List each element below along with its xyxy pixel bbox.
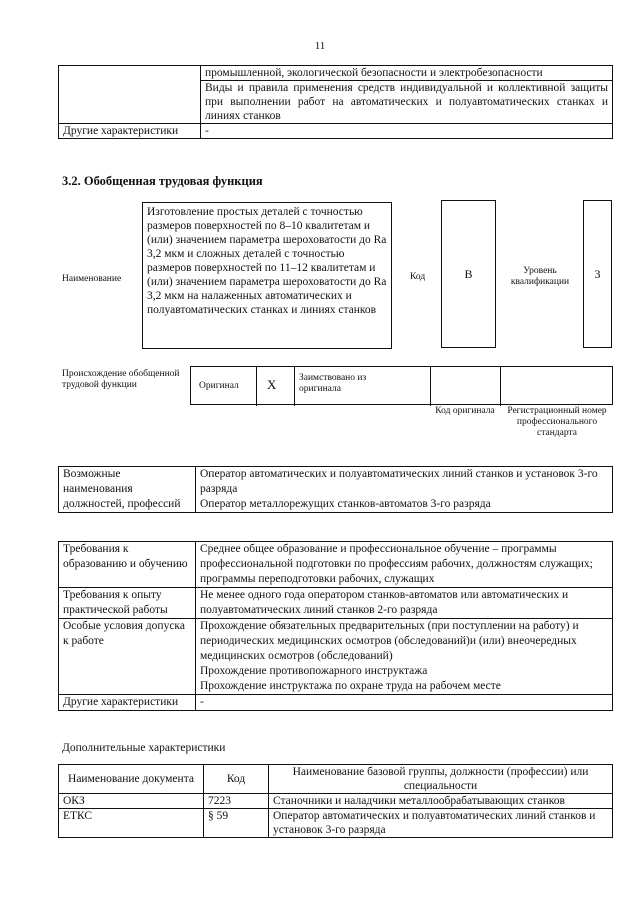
table-row [59, 66, 613, 81]
header-cell: Наименование базовой группы, должности (профессии) или специальности [269, 765, 613, 794]
original-code-cell [431, 367, 501, 406]
row-label: Другие характеристики [59, 695, 196, 711]
table-cell: Станочники и наладчики металлообрабатывающих станков [269, 794, 613, 809]
original-mark: X [267, 377, 277, 392]
position-item: Оператор металлорежущих станков-автоматов 3-го разряда [200, 498, 491, 510]
origin-row [190, 366, 613, 405]
row-value: - [196, 695, 613, 711]
row-value: Не менее одного года оператором станков-автоматов или автоматических и полуавтоматических линий станков 2-го разряда [196, 588, 613, 619]
row-value: Среднее общее образование и профессиональное обучение – программы профессиональной подготовки по профессиям рабочих, должностям служащих; программы переподготовки рабочих, служащих [196, 542, 613, 588]
row-value: - [201, 124, 613, 139]
special-condition: Прохождение инструктажа по охране труда на рабочем месте [200, 680, 501, 692]
row-value [196, 619, 613, 695]
row-label: Требования к образованию и обучению [59, 542, 196, 588]
table-row [59, 619, 613, 695]
additional-title: Дополнительные характеристики [62, 742, 226, 754]
row-label: Особые условия допуска к работе [59, 619, 196, 695]
table-row [59, 124, 613, 139]
borrowed-label: Заимствовано из оригинала [299, 373, 367, 394]
table-cell [59, 66, 201, 124]
table-cell: ЕТКС [59, 809, 204, 838]
table-cell: промышленной, экологической безопасности и электробезопасности [201, 66, 613, 81]
positions-table [58, 466, 613, 513]
original-label: Оригинал [199, 381, 239, 391]
borrowed-cell [295, 367, 431, 406]
original-mark-cell [257, 367, 295, 406]
header-cell: Наименование документа [59, 765, 204, 794]
top-table [58, 65, 613, 139]
table-row [59, 467, 613, 513]
table-cell: Виды и правила применения средств индивидуальной и коллективной защиты при выполнении работ на автоматических и полуавтоматических станках и линиях станков [201, 81, 613, 124]
position-item: Оператор автоматических и полуавтоматических линий станков и установок 3-го разряда [200, 468, 598, 495]
table-cell: ОКЗ [59, 794, 204, 809]
registration-number-caption: Регистрационный номер профессионального стандарта [507, 406, 607, 438]
header-cell: Код [204, 765, 269, 794]
level-value: 3 [583, 200, 612, 348]
code-label: Код [410, 272, 426, 282]
table-cell: § 59 [204, 809, 269, 838]
table-cell: 7223 [204, 794, 269, 809]
origin-label: Происхождение обобщенной трудовой функции [62, 369, 180, 390]
row-label: Требования к опыту практической работы [59, 588, 196, 619]
special-condition: Прохождение противопожарного инструктажа [200, 665, 428, 677]
code-value: B [441, 200, 496, 348]
page-number: 11 [314, 40, 326, 52]
row-label: Возможные наименования должностей, профессий [59, 467, 196, 513]
table-header-row [59, 765, 613, 794]
row-label: Другие характеристики [59, 124, 201, 139]
requirements-table [58, 541, 613, 711]
level-label: Уровень квалификации [510, 266, 570, 287]
table-row [59, 794, 613, 809]
original-cell [191, 367, 257, 406]
additional-table [58, 764, 613, 838]
table-row [59, 542, 613, 588]
original-code-caption: Код оригинала [435, 406, 495, 416]
special-condition: Прохождение обязательных предварительных (при поступлении на работу) и периодических медицинских осмотров (обследований)и (или) внеочередных медицинских осмотров (обследований) [200, 620, 579, 662]
name-label: Наименование [62, 274, 122, 284]
table-row [59, 695, 613, 711]
table-row [59, 588, 613, 619]
section-title: 3.2. Обобщенная трудовая функция [62, 174, 263, 188]
table-cell: Оператор автоматических и полуавтоматических линий станков и установок 3-го разряда [269, 809, 613, 838]
row-value [196, 467, 613, 513]
table-row [59, 809, 613, 838]
function-name: Изготовление простых деталей с точностью размеров поверхностей по 8–10 квалитетам и (или) значением параметра шероховатости до Ra 3,2 мкм и сложных деталей с точностью размеров поверхностей по 11–12 квалитетам и (или) значением параметра шероховатости до Ra 3,2 мкм на налаженных автоматических и полуавтоматических станках и линиях станков [142, 202, 392, 349]
